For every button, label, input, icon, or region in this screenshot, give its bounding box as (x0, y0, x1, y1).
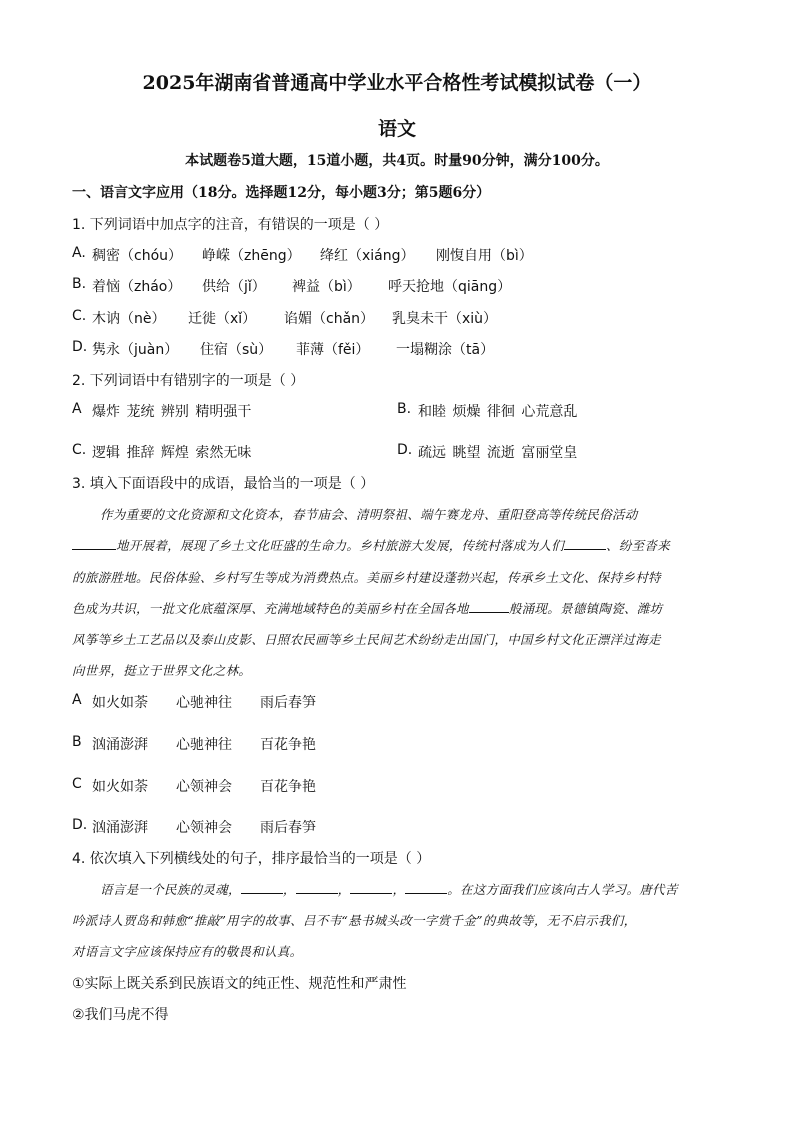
option-item: 迁徙（xǐ） (188, 311, 257, 327)
answer-blank (241, 881, 283, 894)
passage-text: 地开展着，展现了乡土文化旺盛的生命力。乡村旅游大发展，传统村落成为人们 (116, 538, 565, 553)
option-item: 谄媚（chǎn） (284, 311, 375, 327)
option-text: 疏远 眺望 流逝 富丽堂皇 (418, 445, 578, 461)
answer-blank (350, 881, 392, 894)
passage-text: 。在这方面我们应该向古人学习。唐代苦 (447, 882, 678, 897)
option-item: 裨益（bì） (292, 279, 361, 295)
option-text: 逻辑 推辞 辉煌 索然无味 (92, 445, 252, 461)
passage-line: 作为重要的文化资源和文化资本，春节庙会、清明祭祖、端午赛龙舟、重阳登高等传统民俗活动 (100, 507, 638, 522)
answer-blank (296, 881, 338, 894)
option-item: 菲薄（fěi） (296, 342, 370, 358)
passage-line: 对语言文字应该保持应有的敬畏和认真。 (72, 944, 303, 959)
option-item: 乳臭未干（xiù） (392, 311, 498, 327)
option-text: 爆炸 茏统 辨别 精明强干 (92, 404, 252, 420)
question-4-item-1: ①实际上既关系到民族语文的纯正性、规范性和严肃性 (72, 976, 407, 992)
option-letter: A (72, 692, 82, 708)
option-item: 心领神会 (176, 820, 232, 836)
option-item: 一塌糊涂（tā） (396, 342, 495, 358)
passage-text: 语言是一个民族的灵魂， (100, 882, 241, 897)
question-1-stem: 1. 下列词语中加点字的注音，有错误的一项是（ ） (72, 217, 389, 233)
passage-line-4 (72, 599, 662, 617)
answer-blank (405, 881, 447, 894)
option-item: 如火如荼 (92, 695, 148, 711)
question-4-stem: 4. 依次填入下列横线处的句子，排序最恰当的一项是（ ） (72, 851, 431, 867)
option-letter: D. (72, 817, 88, 833)
option-item: 汹涌澎湃 (92, 820, 148, 836)
answer-blank (469, 600, 509, 613)
section-heading: 一、语言文字应用（18分。选择题12分，每小题3分；第5题6分） (72, 185, 491, 201)
option-letter: D. (72, 339, 88, 355)
passage-line-2 (72, 536, 670, 554)
option-item: 稠密（chóu） (92, 248, 183, 264)
option-item: 百花争艳 (260, 737, 316, 753)
option-letter: A (72, 401, 82, 417)
option-item: 汹涌澎湃 (92, 737, 148, 753)
option-item: 呼天抢地（qiāng） (388, 279, 512, 295)
option-item: 住宿（sù） (200, 342, 273, 358)
passage-line: 的旅游胜地。民俗体验、乡村写生等成为消费热点。美丽乡村建设蓬勃兴起，传承乡土文化、保持乡村特 (72, 570, 661, 585)
option-item: 隽永（juàn） (92, 342, 179, 358)
option-letter: A. (72, 245, 86, 261)
option-text: 和睦 烦燥 徘徊 心荒意乱 (418, 404, 578, 420)
option-item: 雨后春笋 (260, 695, 316, 711)
passage-line: 风筝等乡土工艺品以及泰山皮影、日照农民画等乡土民间艺术纷纷走出国门，中国乡村文化正漂洋过海走 (72, 632, 661, 647)
passage-line: 吟派诗人贾岛和韩愈“推敲”用字的故事、吕不韦“悬书城头改一字赏千金”的典故等，无不启示我们， (72, 913, 637, 928)
answer-blank (72, 537, 116, 550)
question-2-stem: 2. 下列词语中有错别字的一项是（ ） (72, 373, 305, 389)
passage-line-1: 语言是一个民族的灵魂， ， ， ， 。在这方面我们应该向古人学习。唐代苦 (100, 882, 678, 897)
option-item: 心领神会 (176, 779, 232, 795)
option-item: 百花争艳 (260, 779, 316, 795)
option-item: 绛红（xiáng） (320, 248, 415, 264)
exam-title: 2025年湖南省普通高中学业水平合格性考试模拟试卷（一） (142, 72, 652, 94)
option-item: 心驰神往 (176, 737, 232, 753)
question-3-stem: 3. 填入下面语段中的成语，最恰当的一项是（ ） (72, 476, 375, 492)
option-letter: B. (72, 276, 87, 292)
option-item: 心驰神往 (176, 695, 232, 711)
option-letter: D. (397, 442, 413, 458)
option-letter: C. (72, 442, 87, 458)
option-item: 木讷（nè） (92, 311, 166, 327)
exam-intro: 本试题卷5道大题，15道小题，共4页。时量90分钟，满分100分。 (185, 153, 609, 169)
option-item: 着恼（zháo） (92, 279, 182, 295)
option-item: 雨后春笋 (260, 820, 316, 836)
option-item: 刚愎自用（bì） (436, 248, 533, 264)
option-letter: C. (72, 308, 87, 324)
option-letter: C (72, 776, 82, 792)
question-4-item-2: ②我们马虎不得 (72, 1007, 169, 1023)
answer-blank (564, 537, 606, 550)
option-item: 峥嵘（zhēng） (202, 248, 301, 264)
passage-text: 色成为共识，一批文化底蕴深厚、充满地域特色的美丽乡村在全国各地 (72, 601, 469, 616)
option-item: 如火如荼 (92, 779, 148, 795)
option-letter: B (72, 734, 82, 750)
option-letter: B. (397, 401, 412, 417)
subject-title: 语文 (377, 118, 416, 140)
passage-text: 般涌现。景德镇陶瓷、潍坊 (508, 601, 663, 616)
option-item: 供给（jǐ） (202, 279, 266, 295)
passage-text: 、纷至沓来 (606, 538, 671, 553)
passage-line: 向世界，挺立于世界文化之林。 (72, 663, 252, 678)
